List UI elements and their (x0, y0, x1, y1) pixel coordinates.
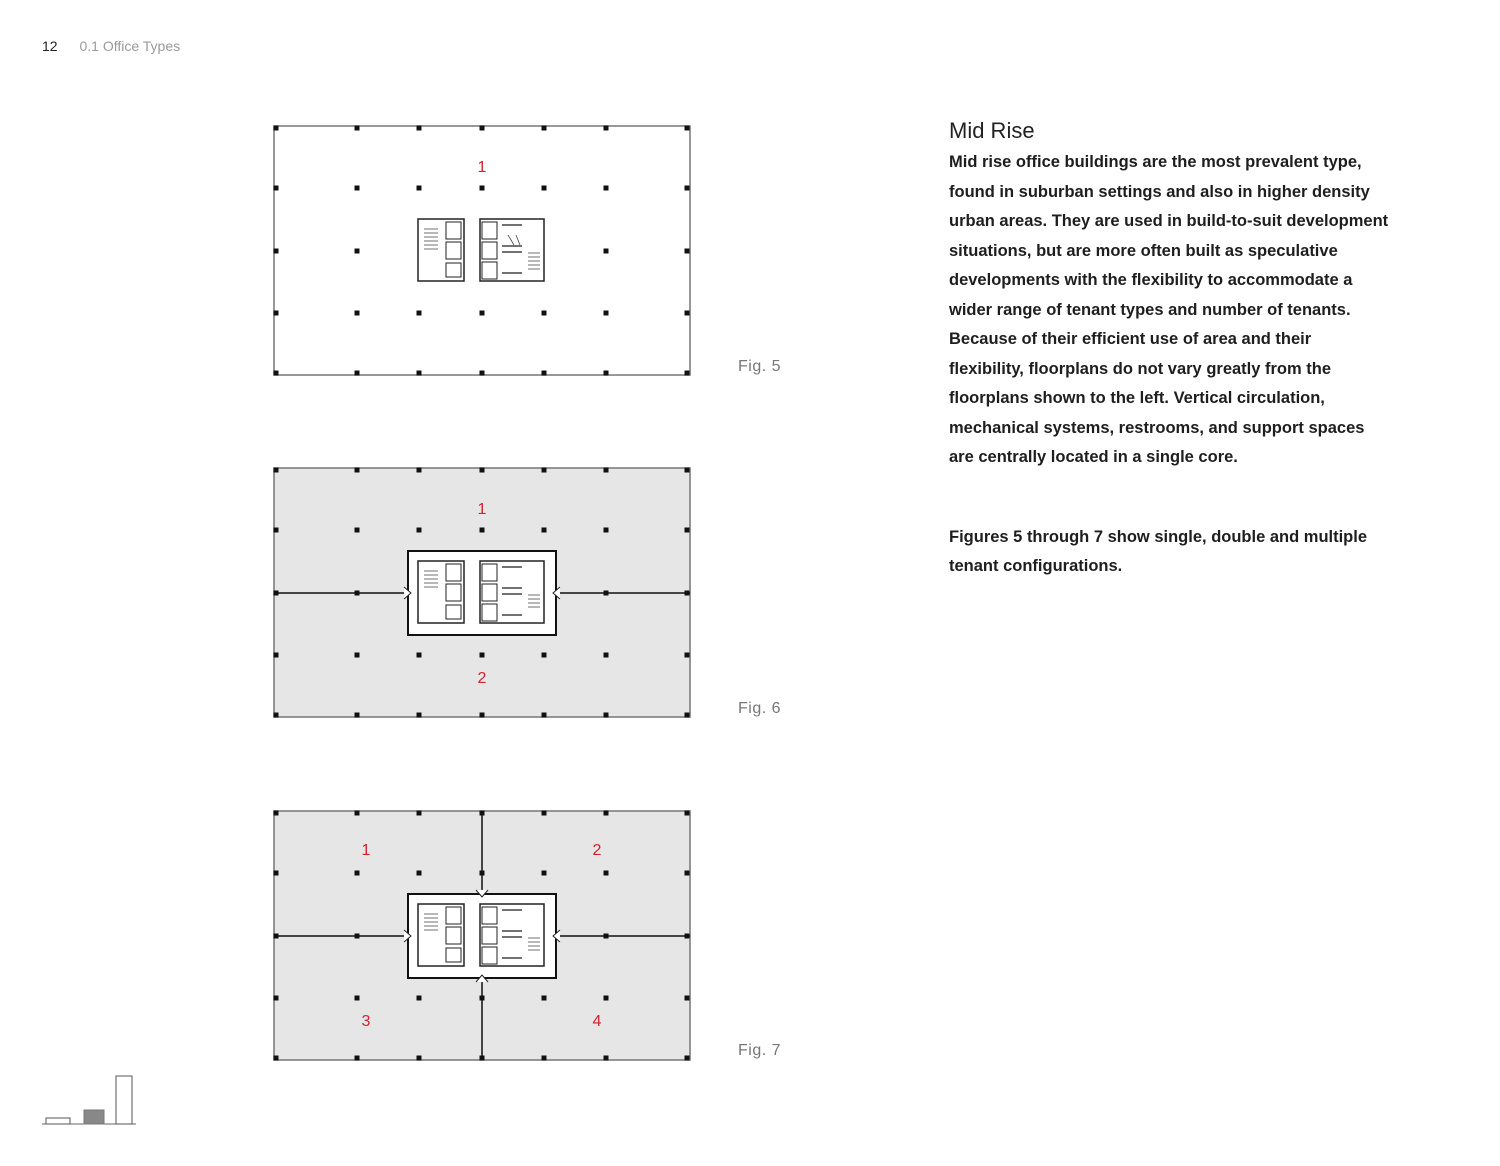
structural-column (685, 371, 690, 376)
structural-column (542, 871, 547, 876)
structural-column (685, 591, 690, 596)
structural-column (355, 186, 360, 191)
structural-column (274, 186, 279, 191)
structural-column (417, 186, 422, 191)
structural-column (480, 871, 485, 876)
structural-column (685, 811, 690, 816)
structural-column (604, 249, 609, 254)
structural-column (604, 528, 609, 533)
figure-label-5: Fig. 5 (738, 358, 782, 375)
structural-column (685, 871, 690, 876)
structural-column (685, 528, 690, 533)
structural-column (542, 996, 547, 1001)
tenant-number: 2 (477, 670, 487, 687)
body-paragraph: Figures 5 through 7 show single, double and multiple tenant configurations. (949, 527, 1368, 575)
structural-column (685, 934, 690, 939)
structural-column (355, 811, 360, 816)
structural-column (417, 126, 422, 131)
structural-column (274, 249, 279, 254)
structural-column (604, 126, 609, 131)
structural-column (355, 934, 360, 939)
structural-column (685, 1056, 690, 1061)
floorplan-fig-6 (270, 464, 696, 720)
structural-column (480, 186, 485, 191)
structural-column (685, 713, 690, 718)
structural-column (542, 1056, 547, 1061)
body-paragraph: Mid rise office buildings are the most prevalent type, found in suburban settings and also in higher density urban areas. They are used in build-to-suit development situations, but are more often built as speculative developments with the flexibility to accommodate a wider range of tenant types and number of tenants. Because of their efficient use of area and their flexibility, floorplans do not vary greatly from the floorplans shown to the left. Vertical circulation, mechanical systems, restrooms, and support spaces are centrally located in a single core. (949, 153, 1389, 466)
structural-column (355, 371, 360, 376)
structural-column (355, 871, 360, 876)
structural-column (480, 468, 485, 473)
low-rise-bar (46, 1118, 70, 1124)
structural-column (274, 934, 279, 939)
structural-column (355, 468, 360, 473)
floorplan-multi-tenant (270, 807, 696, 1063)
structural-column (274, 371, 279, 376)
structural-column (274, 871, 279, 876)
structural-column (480, 1056, 485, 1061)
structural-column (355, 528, 360, 533)
structural-column (542, 468, 547, 473)
structural-column (355, 311, 360, 316)
structural-column (604, 653, 609, 658)
tenant-number: 3 (361, 1013, 371, 1030)
structural-column (417, 371, 422, 376)
structural-column (417, 653, 422, 658)
structural-column (355, 653, 360, 658)
structural-column (274, 591, 279, 596)
structural-column (274, 713, 279, 718)
tenant-number: 1 (361, 842, 371, 859)
structural-column (417, 713, 422, 718)
structural-column (604, 934, 609, 939)
high-rise-bar (116, 1076, 132, 1124)
structural-column (604, 713, 609, 718)
structural-column (480, 996, 485, 1001)
floorplan-fig-5 (270, 122, 696, 378)
structural-column (604, 811, 609, 816)
structural-column (542, 186, 547, 191)
structural-column (355, 713, 360, 718)
structural-column (480, 811, 485, 816)
structural-column (480, 311, 485, 316)
description-column (949, 118, 1389, 582)
structural-column (542, 713, 547, 718)
structural-column (355, 126, 360, 131)
building-core (404, 890, 560, 982)
structural-column (274, 126, 279, 131)
structural-column (417, 1056, 422, 1061)
structural-column (417, 811, 422, 816)
structural-column (542, 126, 547, 131)
structural-column (417, 871, 422, 876)
structural-column (417, 311, 422, 316)
structural-column (604, 311, 609, 316)
structural-column (355, 1056, 360, 1061)
figure-label-7: Fig. 7 (738, 1042, 782, 1059)
figure-label-6: Fig. 6 (738, 700, 782, 717)
structural-column (685, 468, 690, 473)
structural-column (417, 468, 422, 473)
structural-column (604, 468, 609, 473)
structural-column (685, 996, 690, 1001)
structural-column (604, 591, 609, 596)
structural-column (480, 126, 485, 131)
structural-column (480, 713, 485, 718)
section-heading: Mid Rise (949, 118, 1035, 143)
structural-column (274, 1056, 279, 1061)
structural-column (542, 371, 547, 376)
structural-column (685, 311, 690, 316)
tenant-number: 1 (477, 159, 487, 176)
structural-column (685, 653, 690, 658)
structural-column (274, 653, 279, 658)
structural-column (604, 186, 609, 191)
structural-column (604, 871, 609, 876)
structural-column (274, 996, 279, 1001)
structural-column (542, 653, 547, 658)
tenant-number: 4 (592, 1013, 602, 1030)
page-number: 12 (42, 38, 58, 54)
structural-column (417, 996, 422, 1001)
structural-column (604, 371, 609, 376)
floorplan-single-tenant (270, 122, 696, 378)
structural-column (274, 311, 279, 316)
floorplan-fig-7 (270, 807, 696, 1063)
structural-column (685, 249, 690, 254)
structural-column (355, 249, 360, 254)
page-header (42, 38, 180, 54)
structural-column (542, 811, 547, 816)
tenant-number: 2 (592, 842, 602, 859)
mid-rise-bar (84, 1110, 104, 1124)
structural-column (480, 653, 485, 658)
structural-column (274, 528, 279, 533)
building-height-icon (40, 1072, 140, 1128)
structural-column (480, 371, 485, 376)
floorplan-double-tenant (270, 464, 696, 720)
structural-column (355, 996, 360, 1001)
structural-column (685, 126, 690, 131)
building-core (404, 551, 560, 635)
structural-column (274, 811, 279, 816)
structural-column (542, 311, 547, 316)
structural-column (274, 468, 279, 473)
structural-column (542, 528, 547, 533)
structural-column (604, 996, 609, 1001)
tenant-number: 1 (477, 501, 487, 518)
structural-column (685, 186, 690, 191)
building-core (418, 219, 544, 281)
structural-column (417, 528, 422, 533)
structural-column (480, 528, 485, 533)
structural-column (355, 591, 360, 596)
structural-column (604, 1056, 609, 1061)
section-title: 0.1 Office Types (79, 38, 181, 54)
